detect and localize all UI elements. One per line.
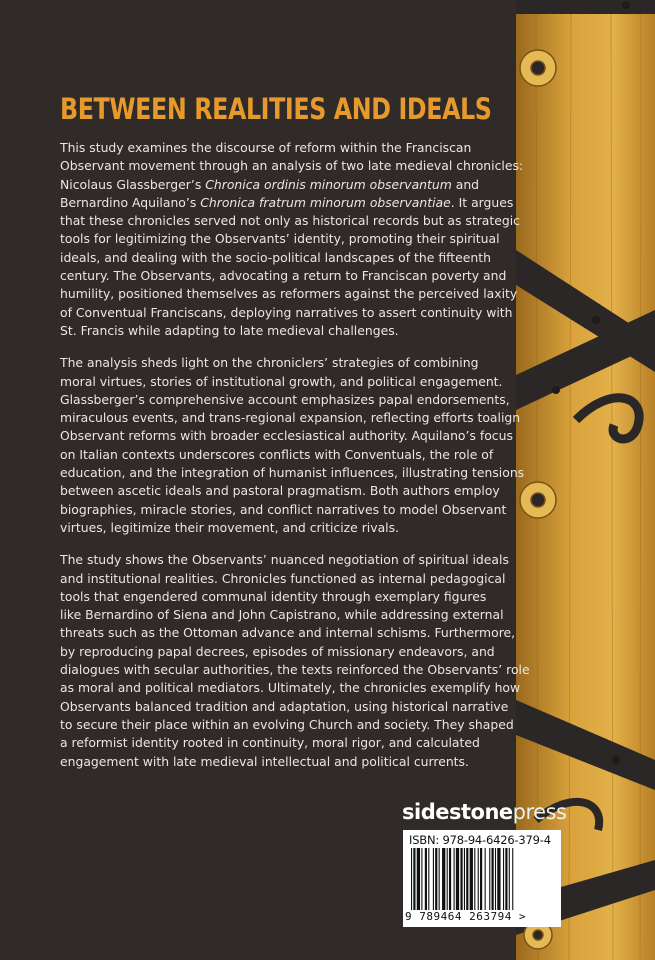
blurb-line (60, 482, 518, 500)
barcode-bar (449, 848, 451, 910)
barcode-bar (509, 848, 510, 910)
text-run: Bernardino Aquilano’s (60, 194, 201, 210)
text-run: This study examines the discourse of reform within the Franciscan (60, 140, 472, 155)
blurb-line (60, 212, 518, 230)
blurb-line (60, 551, 518, 569)
chronicle-title-italic: Chronica fratrum minorum observantiae (200, 194, 451, 210)
text-run: and institutional realities. Chronicles functioned as internal pedagogical (60, 570, 506, 586)
blurb-line (60, 661, 530, 679)
blurb-line (60, 157, 524, 175)
text-run: tools that engendered communal identity through exemplary figures (60, 588, 487, 604)
book-title: BETWEEN REALITIES AND IDEALS (60, 92, 492, 126)
blurb-paragraph (60, 551, 530, 771)
barcode-bars (411, 848, 553, 910)
text-run: miraculous events, and trans-regional expansion, reflecting efforts toalign (60, 410, 521, 426)
text-run: engagement with late medieval intellectual and political currents. (60, 753, 469, 769)
barcode-bar (464, 848, 465, 910)
barcode-bar (489, 848, 490, 910)
blurb-line (60, 322, 518, 340)
barcode-box (403, 830, 561, 927)
barcode-bar (454, 848, 455, 910)
blurb-line (60, 643, 518, 661)
text-run: century. The Observants, advocating a return to Franciscan poverty and (60, 268, 507, 284)
barcode-bar (503, 848, 504, 910)
barcode-bar (480, 848, 482, 910)
blurb-line (60, 606, 518, 624)
blurb-line (60, 588, 518, 606)
text-run: between ascetic ideals and pastoral pragmatism. Both authors employ (60, 483, 500, 499)
text-run: moral virtues, stories of institutional growth, and political engagement. (60, 373, 503, 389)
blurb-line (60, 285, 518, 303)
blurb-line (60, 230, 518, 248)
text-run: Nicolaus Glassberger’s (60, 176, 206, 192)
publisher-logo (402, 800, 567, 824)
blurb-line (60, 267, 518, 285)
barcode-bar (447, 848, 448, 910)
text-run: that these chronicles served not only as historical records but as strategic (60, 213, 520, 229)
publisher-name-light: press (512, 800, 567, 824)
text-run: a reformist identity rooted in continuity, moral rigor, and calculated (60, 735, 480, 751)
blurb-line (60, 304, 518, 322)
blurb-line (60, 249, 518, 267)
text-run: threats such as the Ottoman advance and internal schisms. Furthermore, (60, 625, 516, 641)
blurb-line (60, 679, 521, 697)
blurb-line (60, 354, 518, 372)
text-run: of Conventual Franciscans, deploying narratives to assert continuity with (60, 304, 513, 320)
text-run: biographies, miracle stories, and conflict narratives to model Observant (60, 501, 507, 517)
text-run: ideals, and dealing with the socio-political landscapes of the fifteenth (60, 249, 491, 265)
blurb-line (60, 734, 518, 752)
barcode-bar (466, 848, 468, 910)
barcode-digits: 9 789464 263794 > (405, 910, 527, 923)
barcode-bar (413, 848, 415, 910)
barcode-bar (497, 848, 500, 910)
barcode-bar (460, 848, 462, 910)
barcode-bar (425, 848, 427, 910)
barcode-bar (492, 848, 494, 910)
text-run: The study shows the Observants’ nuanced negotiation of spiritual ideals (60, 552, 509, 568)
text-run: as moral and political mediators. Ultimately, the chronicles exemplify how (60, 680, 521, 696)
text-run: on Italian contexts underscores conflicts with Conventuals, the role of (60, 446, 494, 462)
barcode-bar (474, 848, 475, 910)
blurb-paragraph (60, 354, 525, 537)
text-run: Observant reforms with broader ecclesiastical authority. Aquilano’s focus (60, 428, 513, 444)
text-run: like Bernardino of Siena and John Capistrano, while addressing external (60, 607, 504, 623)
text-run: . It argues (450, 194, 514, 210)
barcode-bar (495, 848, 496, 910)
barcode-bar (433, 848, 434, 910)
blurb-line (60, 753, 518, 771)
blurb-line (60, 698, 518, 716)
blurb-line (60, 570, 518, 588)
blurb-line (60, 501, 518, 519)
blurb-text (60, 139, 530, 785)
text-run: tools for legitimizing the Observants’ identity, promoting their spiritual (60, 231, 500, 247)
barcode-bar (439, 848, 440, 910)
barcode-bar (505, 848, 507, 910)
text-run: dialogues with secular authorities, the texts reinforced the Observants’ role (60, 662, 530, 678)
text-run: education, and the integration of humanist influences, illustrating tensions (60, 465, 525, 481)
blurb-line (60, 427, 518, 445)
blurb-line (60, 373, 518, 391)
barcode-bar (470, 848, 473, 910)
text-run: Glassberger’s comprehensive account emphasizes papal endorsements, (60, 391, 510, 407)
blurb-line (60, 624, 518, 642)
barcode-bar (435, 848, 437, 910)
blurb-line (60, 409, 521, 427)
blurb-line (60, 139, 518, 157)
chronicle-title-italic: Chronica ordinis minorum observantum (205, 176, 452, 192)
blurb-line (60, 391, 518, 409)
barcode-bar (417, 848, 420, 910)
blurb-paragraph (60, 139, 524, 340)
publisher-name-bold: sidestone (402, 800, 513, 824)
barcode-bar (442, 848, 445, 910)
text-run: by reproducing papal decrees, episodes of missionary endeavors, and (60, 643, 495, 659)
blurb-line (60, 716, 518, 734)
text-run: and (451, 176, 480, 192)
blurb-line (60, 446, 518, 464)
barcode-bar (428, 848, 429, 910)
blurb-line (60, 464, 525, 482)
blurb-line (60, 519, 518, 537)
text-run: virtues, legitimize their movement, and criticize rivals. (60, 519, 400, 535)
blurb-line (60, 194, 518, 212)
isbn-label: ISBN: 978-94-6426-379-4 (409, 833, 551, 847)
text-run: The analysis sheds light on the chroniclers’ strategies of combining (60, 355, 479, 371)
barcode-bar (421, 848, 422, 910)
text-run: to secure their place within an evolving Church and society. They shaped (60, 716, 514, 732)
text-run: Observants balanced tradition and adaptation, using historical narrative (60, 698, 509, 714)
barcode-bar (456, 848, 459, 910)
barcode-bar (485, 848, 486, 910)
barcode-bar (411, 848, 412, 910)
barcode-bar (512, 848, 513, 910)
text-run: Observant movement through an analysis of two late medieval chronicles: (60, 158, 524, 174)
barcode-bar (478, 848, 479, 910)
blurb-line (60, 176, 518, 194)
text-run: humility, positioned themselves as reformers against the perceived laxity (60, 286, 518, 302)
text-run: St. Francis while adapting to late medieval challenges. (60, 322, 399, 338)
